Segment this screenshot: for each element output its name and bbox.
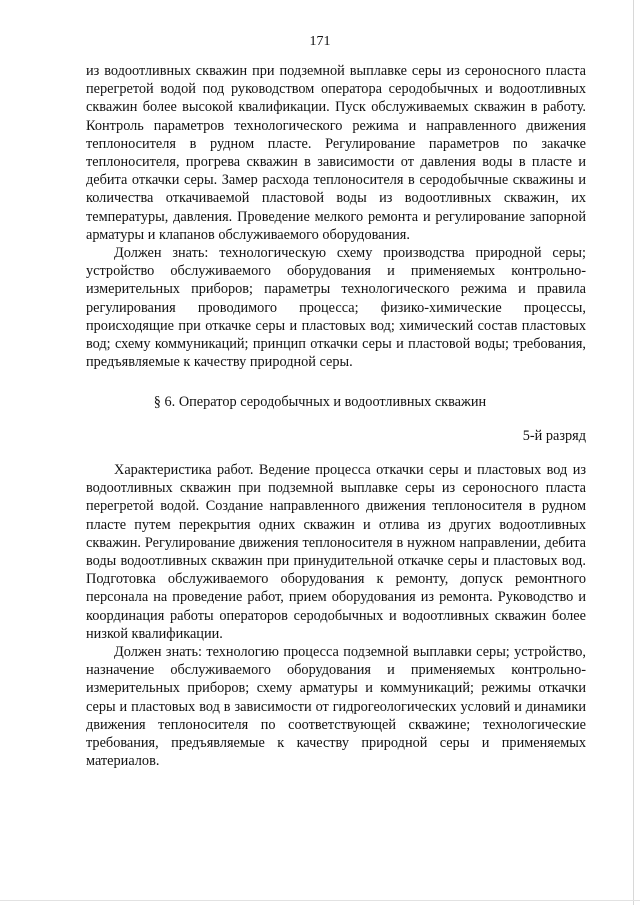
paragraph-must-know-grade5: Должен знать: технологию процесса подземной выплавки серы; устройство, назначение обслуживаемого оборудования и применяемых контрольно-измерительных приборов; схему арматуры и коммуникаций; режимы откачки серы и пластовых вод в зависимости от гидрогеологических условий и динамики движения теплоносителя по соответствующей скважине; технологические требования, предъявляемые к качеству природной серы и применяемых материалов. bbox=[86, 644, 586, 770]
text-block-top bbox=[86, 62, 586, 371]
paragraph-work-characteristics: Характеристика работ. Ведение процесса откачки серы и пластовых вод из водоотливных скважин при подземной выплавке серы из сероносного пласта перегретой водой. Создание направленного движения теплоносителя в рудном пласте путем перекрытия одних скважин и отлива из других водоотливных скважин. Регулирование движения теплоносителя в нужном направлении, дебита воды водоотливных скважин при принудительной откачке серы и пластовых вод. Подготовка обслуживаемого оборудования к ремонту, допуск ремонтного персонала на проведение работ, прием оборудования из ремонта. Руководство и координация работы операторов серодобычных и водоотливных скважин более низкой квалификации. bbox=[86, 462, 586, 642]
scan-edge-bottom bbox=[0, 900, 640, 901]
grade-label: 5-й разряд bbox=[522, 428, 586, 444]
page-number: 171 bbox=[309, 34, 331, 49]
paragraph-duties-continued: из водоотливных скважин при подземной выплавке серы из сероносного пласта перегретой водой под руководством оператора серодобычных и водоотливных скважин более высокой квалификации. Пуск обслуживаемых скважин в работу. Контроль параметров технологического режима и направленного движения теплоносителя в рудном пласте. Регулирование параметров по закачке теплоносителя, прогрева скважин в зависимости от давления воды в пласте и дебита откачки серы. Замер расхода теплоносителя в серодобычные скважины и количества откачиваемой пластовой воды из водоотливных скважин, их температуры, давления. Проведение мелкого ремонта и регулирование запорной арматуры и клапанов обслуживаемого оборудования. bbox=[86, 63, 586, 243]
scan-edge-right bbox=[633, 0, 634, 905]
text-block-bottom bbox=[86, 461, 586, 770]
paragraph-must-know: Должен знать: технологическую схему производства природной серы; устройство обслуживаемого оборудования и применяемых контрольно-измерительных приборов; параметры технологического режима и правила регулирования проводимого процесса; физико-химические процессы, происходящие при откачке серы и пластовых вод; химический состав пластовых вод; схему коммуникаций; принцип откачки серы и пластовой воды; требования, предъявляемые к качеству природной серы. bbox=[86, 245, 586, 371]
section-heading: § 6. Оператор серодобычных и водоотливных скважин bbox=[153, 394, 487, 410]
